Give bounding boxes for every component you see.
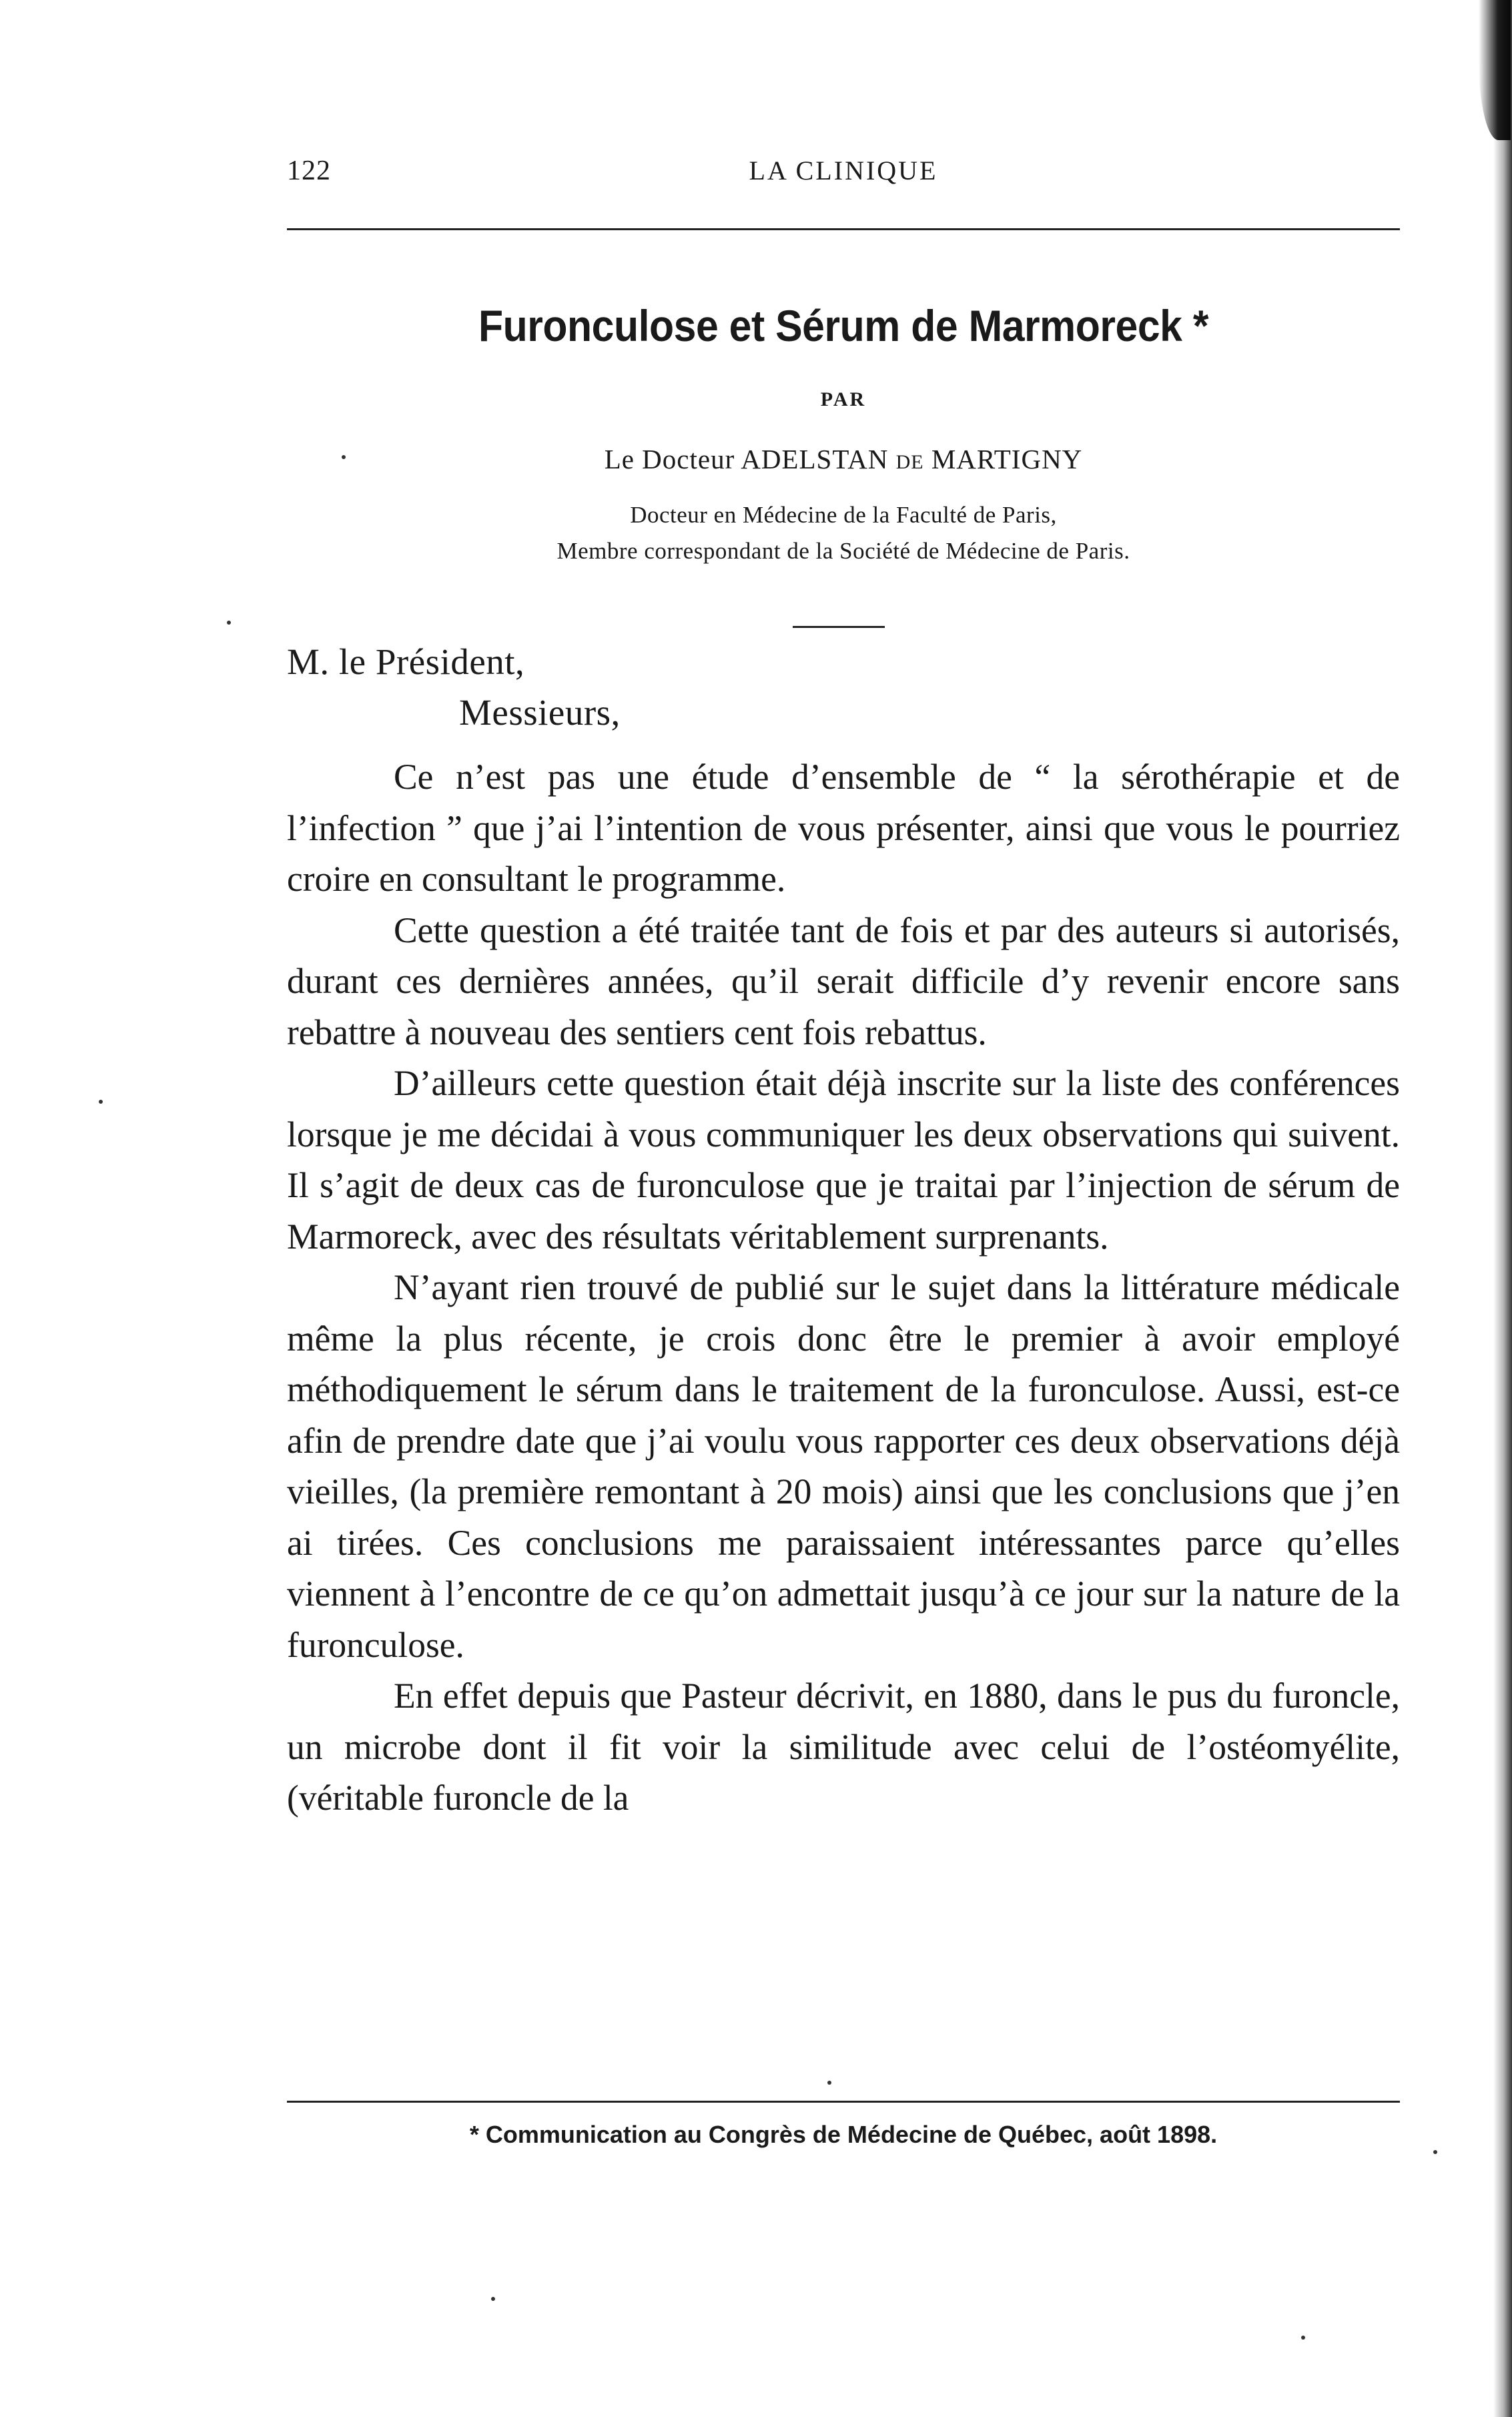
- running-title: LA CLINIQUE: [749, 155, 938, 186]
- salutation-president: M. le Président,: [287, 641, 525, 682]
- running-head: [287, 155, 1400, 195]
- scan-speck: [342, 455, 346, 459]
- paragraph-3: D’ailleurs cette question était déjà inscrite sur la liste des conférences lorsque je me décidai à vous communiquer les deux observations qui suivent. Il s’agit de deux cas de furonculose que je traitai par l’injection de sérum de Marmoreck, avec des résultats véritablement surprenants.: [287, 1063, 1400, 1257]
- section-separator: [793, 626, 885, 628]
- paragraph-4: N’ayant rien trouvé de publié sur le sujet dans la littérature médicale même la plus récente, je crois donc être le premier à avoir employé méthodiquement le sérum dans le traitement de la furonculose. Aussi, est-ce afin de prendre date que j’ai voulu vous rapporter ces deux observations déjà vieilles, (la première remontant à 20 mois) ainsi que les conclusions que j’en ai tirées. Ces conclusions me paraissaient intéressantes parce qu’elles viennent à l’encontre de ce qu’on admettait jusqu’à ce jour sur la nature de la furonculose.: [287, 1267, 1400, 1665]
- author-line: [287, 443, 1400, 475]
- scan-edge-blot: [1479, 0, 1511, 140]
- header-rule: [287, 228, 1400, 230]
- paragraph-2: Cette question a été traitée tant de fois et par des auteurs si autorisés, durant ces dernières années, qu’il serait difficile d’y revenir encore sans rebattre à nouveau des sentiers cent fois rebattus.: [287, 910, 1400, 1052]
- article-title: Furonculose et Sérum de Marmoreck *: [478, 301, 1209, 350]
- affiliation-1: Docteur en Médecine de la Faculté de Paris,: [630, 502, 1057, 528]
- affiliation-2: Membre correspondant de la Société de Médecine de Paris.: [556, 538, 1130, 564]
- author-particle: DE: [895, 451, 924, 473]
- scan-speck: [227, 621, 231, 625]
- footnote-rule: [287, 2101, 1400, 2103]
- scan-edge-shadow: [1493, 0, 1512, 2417]
- scan-speck: [827, 2081, 831, 2085]
- scan-speck: [1433, 2150, 1437, 2154]
- paragraph-5: En effet depuis que Pasteur décrivit, en 1880, dans le pus du furoncle, un microbe dont il fit voir la similitude avec celui de l’ostéomyélite, (véritable furoncle de la: [287, 1676, 1400, 1818]
- paragraph-1: Ce n’est pas une étude d’ensemble de “ la sérothérapie et de l’infection ” que j’ai l’intention de vous présenter, ainsi que vous le pourriez croire en consultant le programme.: [287, 757, 1400, 899]
- salutation-messieurs: Messieurs,: [459, 692, 621, 733]
- page-number: 122: [287, 155, 331, 186]
- scan-speck: [1301, 2336, 1305, 2340]
- scan-speck: [491, 2297, 495, 2301]
- body-text: [287, 751, 1400, 1824]
- footnote: * Communication au Congrès de Médecine de Québec, août 1898.: [469, 2121, 1218, 2148]
- scan-speck: [99, 1100, 103, 1104]
- author-prefix: Le Docteur ADELSTAN: [604, 444, 896, 474]
- author-surname: MARTIGNY: [923, 444, 1083, 474]
- byline-par: PAR: [820, 388, 867, 410]
